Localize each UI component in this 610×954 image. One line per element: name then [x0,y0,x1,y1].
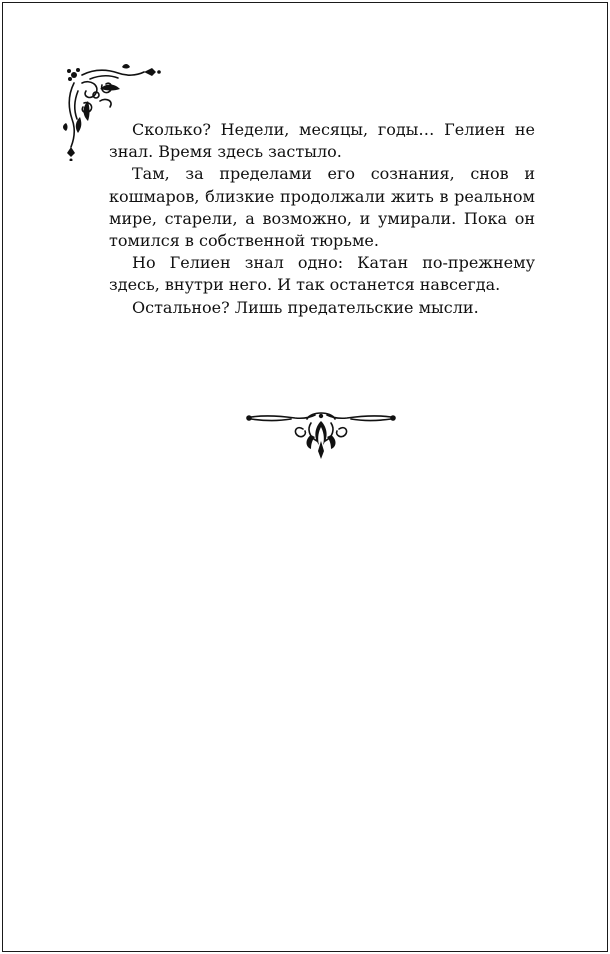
paragraph-3: Но Гелиен знал одно: Катан по-прежнему здесь, внутри него. И так останется навсегда. [109,253,535,295]
paragraph-1: Сколько? Недели, месяцы, годы… Гелиен не знал. Время здесь застыло. [109,120,535,162]
paragraph-4: Остальное? Лишь предательские мысли. [132,297,479,317]
paragraph-2: Там, за пределами его сознания, снов и кошмаров, близкие продолжали жить в реальном мире, старели, а возможно, и умирали. Пока он томился в собственной тюрьме. [109,164,535,251]
section-divider-flourish-icon [245,407,397,461]
body-text [109,119,535,319]
book-page [2,2,608,952]
